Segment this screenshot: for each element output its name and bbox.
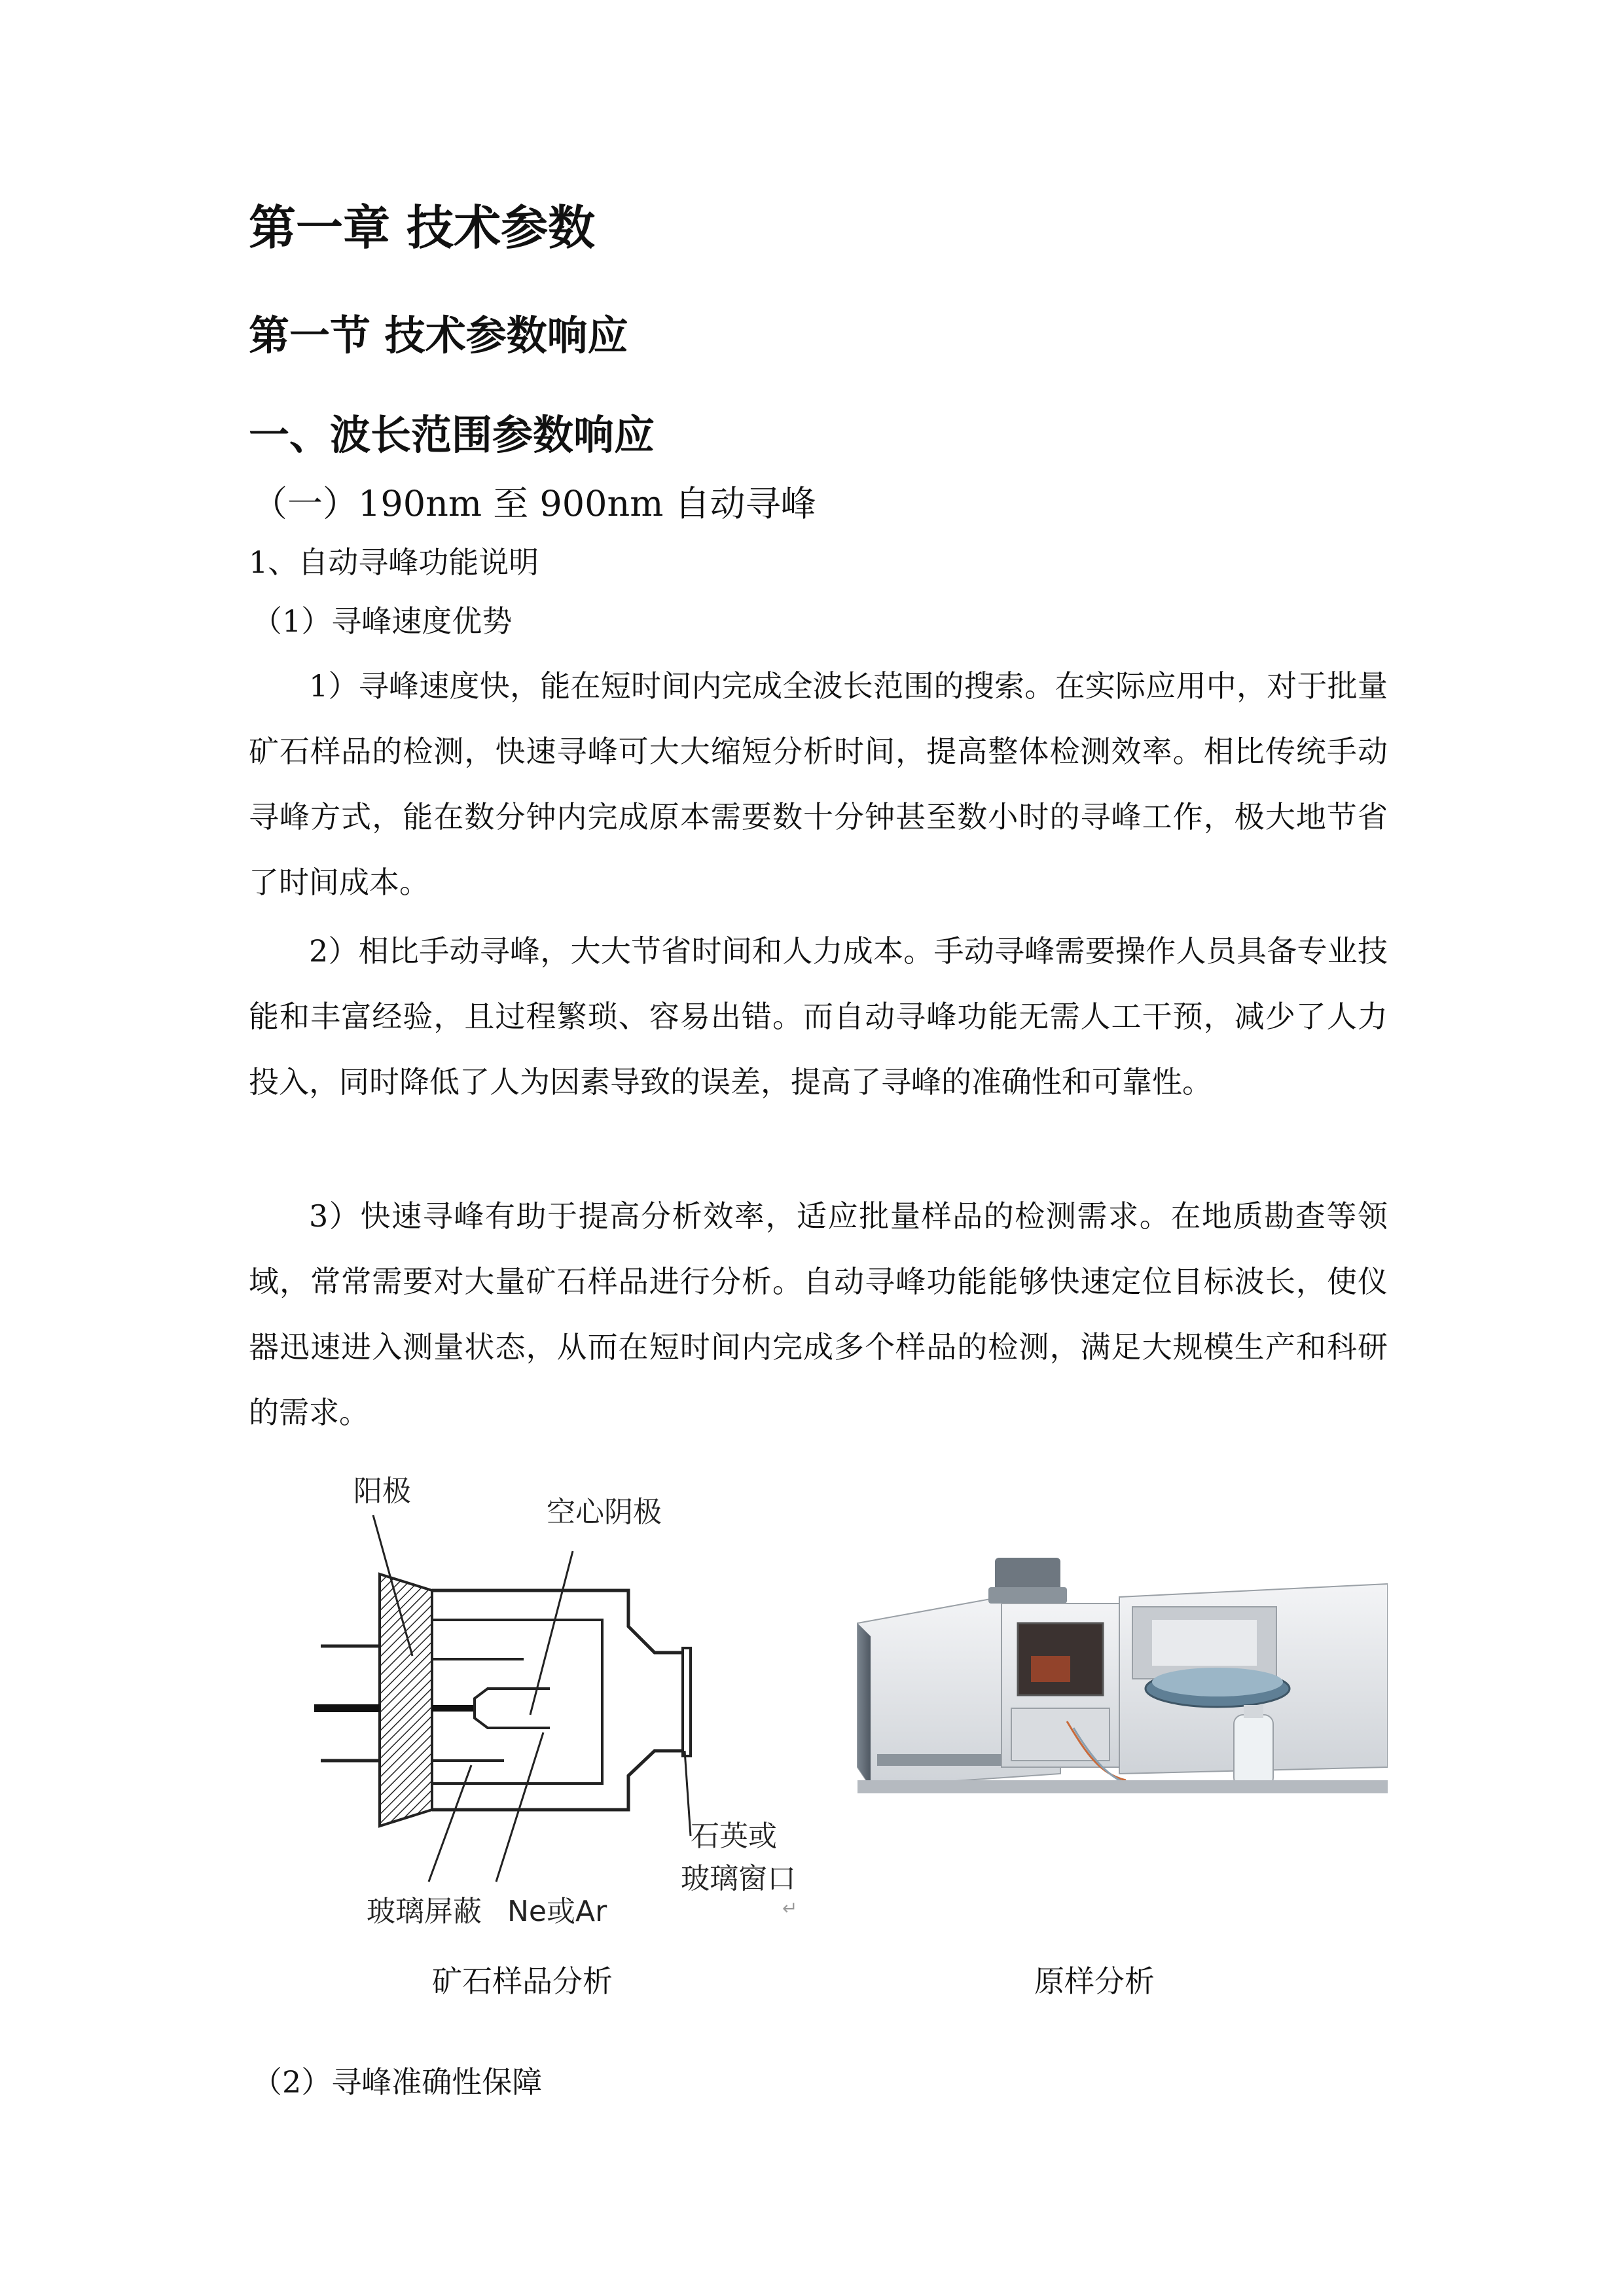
hollow-cathode — [475, 1689, 550, 1728]
point-title: 1、自动寻峰功能说明 — [249, 545, 539, 580]
subsection-title: 一、波长范围参数响应 — [249, 411, 655, 459]
subpoint-title: （1）寻峰速度优势 — [252, 603, 513, 639]
item-title: （一）190nm 至 900nm 自动寻峰 — [252, 483, 816, 524]
label-window-line1: 石英或 — [691, 1820, 777, 1853]
return-mark-icon: ↵ — [782, 1897, 798, 1919]
paragraph-1: 1）寻峰速度快，能在短时间内完成全波长范围的搜索。在实际应用中，对于批量矿石样品的检测，快速寻峰可大大缩短分析时间，提高整体检测效率。相比传统手动寻峰方式，能在数分钟内完成原本需要数十分钟甚至数小时的寻峰工作，极大地节省了时间成本。 — [249, 668, 1388, 900]
paragraph-2: 2）相比手动寻峰，大大节省时间和人力成本。手动寻峰需要操作人员具备专业技能和丰富经验，且过程繁琐、容易出错。而自动寻峰功能无需人工干预，减少了人力投入，同时降低了人为因素导致的误差，提高了寻峰的准确性和可靠性。 — [249, 933, 1388, 1100]
label-gas: Ne或Ar — [507, 1895, 607, 1928]
label-glass-shield: 玻璃屏蔽 — [367, 1895, 482, 1928]
label-hollow-cathode: 空心阴极 — [547, 1496, 662, 1529]
lamp-envelope — [432, 1590, 684, 1662]
subpoint-title-2: （2）寻峰准确性保障 — [252, 2064, 543, 2100]
section-title: 第一节 技术参数响应 — [249, 312, 628, 359]
chapter-title: 第一章 技术参数 — [249, 200, 596, 255]
label-window-line2: 玻璃窗口 — [681, 1862, 796, 1895]
label-anode: 阳极 — [353, 1475, 411, 1508]
hollow-cathode-lamp-diagram — [314, 1463, 812, 1947]
lamp-base — [380, 1574, 432, 1826]
glass-shield — [432, 1620, 602, 1784]
window-plate — [683, 1648, 691, 1756]
paragraph-3: 3）快速寻峰有助于提高分析效率，适应批量样品的检测需求。在地质勘查等领域，常常需要对大量矿石样品进行分析。自动寻峰功能能够快速定位目标波长，使仪器迅速进入测量状态，从而在短时间内完成多个样品的检测，满足大规模生产和科研的需求。 — [249, 1198, 1388, 1430]
figure-caption-right: 原样分析 — [1034, 1964, 1155, 1999]
figure-caption-left: 矿石样品分析 — [432, 1964, 613, 1999]
instrument-illustration — [851, 1558, 1388, 1833]
